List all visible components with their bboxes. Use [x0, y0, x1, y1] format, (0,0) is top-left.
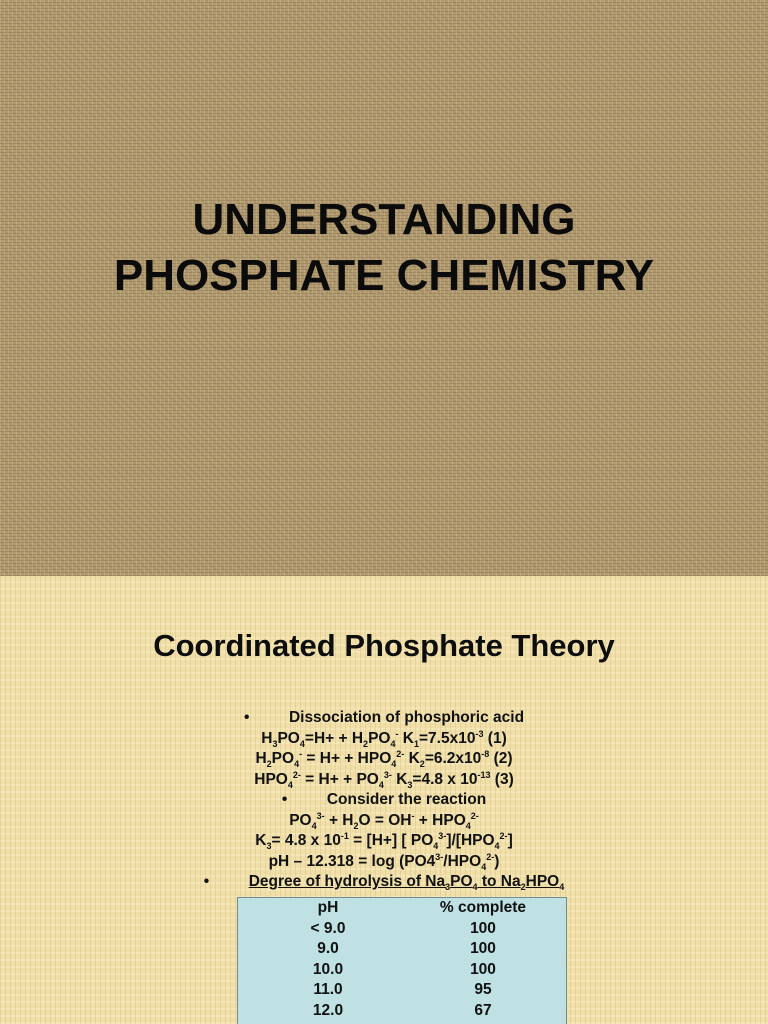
title-line-1: UNDERSTANDING — [192, 195, 576, 244]
cell-percent: 67 — [474, 1001, 492, 1019]
cell-ph: 11.0 — [313, 981, 343, 998]
bullet-dissociation — [0, 708, 768, 729]
cell-ph: 10.0 — [312, 960, 344, 978]
equation-4: $PO_4^{3-} + H_2O = OH^- + HPO_4^{2-}$ — [289, 810, 479, 831]
bullet-text: Dissociation of phosphoric acid — [288, 709, 525, 726]
slide-heading: Coordinated Phosphate Theory — [153, 628, 615, 663]
table-row — [238, 980, 566, 1001]
bullet-text: Consider the reaction — [326, 791, 487, 808]
equation-6: pH – $12.318 = \log (PO4^{3-}/HPO_4^{2-})$ — [268, 851, 500, 872]
cell-ph: 12.0 — [312, 1001, 344, 1019]
cell-percent: 100 — [470, 940, 496, 957]
header-ph: pH — [317, 899, 339, 916]
bullet-icon: • — [243, 709, 250, 726]
cell-percent: 100 — [470, 960, 496, 978]
slide-title — [0, 192, 768, 304]
table-row — [238, 939, 566, 960]
cell-percent: 100 — [470, 919, 496, 937]
equation-3: $HPO_4^{2-} = H+ + PO_4^{3-}$ $K_3=4.8$ x $10^{-13}$ (3) — [254, 769, 514, 790]
cell-percent: 95 — [474, 981, 492, 998]
table-row — [238, 1001, 566, 1022]
cell-ph: < 9.0 — [310, 919, 346, 937]
title-line-2: PHOSPHATE CHEMISTRY — [113, 251, 655, 300]
bullet-hydrolysis — [0, 872, 768, 893]
header-percent-complete: % complete — [439, 899, 527, 916]
cell-ph: 9.0 — [317, 940, 339, 957]
hydrolysis-table — [237, 897, 567, 1024]
bullet-text: Degree of hydrolysis of $Na_3PO_4$ to $Na_2HPO_4$ — [248, 873, 565, 893]
bullet-icon: • — [203, 873, 210, 890]
slide-body — [0, 708, 768, 893]
bullet-icon: • — [281, 791, 288, 808]
equation-1: $H_3PO_4=H+ + H_2PO_4^-$ $K_1=7.5x10^{-3}$ (1) — [261, 728, 507, 749]
table-row — [238, 919, 566, 940]
table-row — [238, 960, 566, 981]
equation-2: $H_2PO_4^- = H+ + HPO_4^{2-}$ $K_2=6.2x10^{-8}$ (2) — [255, 748, 513, 770]
content-slide — [0, 576, 768, 1024]
equation-5: $K_3= 4.8$ x $10^{-1} = [H+]$ [ $PO_4^{3-}]/[HPO_4^{2-}]$ — [255, 830, 513, 852]
table-header-row — [238, 898, 566, 919]
bullet-reaction — [0, 790, 768, 811]
